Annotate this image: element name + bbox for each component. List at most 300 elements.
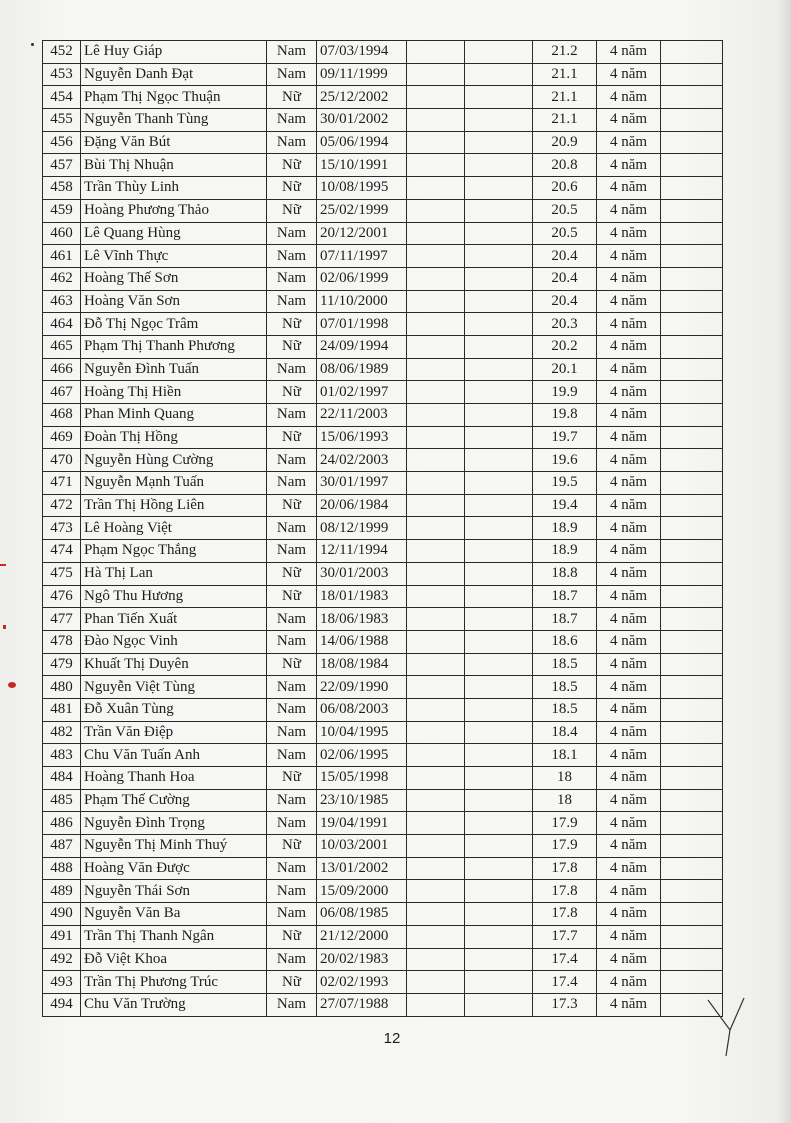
term: 4 năm xyxy=(597,721,661,744)
row-number: 478 xyxy=(43,630,81,653)
gender: Nữ xyxy=(267,971,317,994)
gender: Nam xyxy=(267,721,317,744)
row-number: 486 xyxy=(43,812,81,835)
score: 19.7 xyxy=(533,426,597,449)
full-name: Hoàng Thanh Hoa xyxy=(81,767,267,790)
date-of-birth: 22/11/2003 xyxy=(317,404,407,427)
table-row xyxy=(43,335,723,358)
empty-cell xyxy=(465,903,533,926)
red-stamp-mark xyxy=(3,625,6,629)
gender: Nam xyxy=(267,857,317,880)
empty-cell xyxy=(661,245,723,268)
gender: Nam xyxy=(267,472,317,495)
empty-cell xyxy=(465,517,533,540)
empty-cell xyxy=(661,744,723,767)
row-number: 455 xyxy=(43,109,81,132)
full-name: Nguyễn Việt Tùng xyxy=(81,676,267,699)
empty-cell xyxy=(407,358,465,381)
empty-cell xyxy=(465,358,533,381)
table-row xyxy=(43,698,723,721)
gender: Nam xyxy=(267,948,317,971)
empty-cell xyxy=(465,109,533,132)
table-row xyxy=(43,540,723,563)
date-of-birth: 15/06/1993 xyxy=(317,426,407,449)
score: 18.1 xyxy=(533,744,597,767)
table-row xyxy=(43,835,723,858)
term: 4 năm xyxy=(597,222,661,245)
full-name: Đỗ Thị Ngọc Trâm xyxy=(81,313,267,336)
full-name: Nguyễn Mạnh Tuấn xyxy=(81,472,267,495)
empty-cell xyxy=(465,562,533,585)
date-of-birth: 02/06/1999 xyxy=(317,267,407,290)
date-of-birth: 25/12/2002 xyxy=(317,86,407,109)
full-name: Trần Thị Thanh Ngân xyxy=(81,925,267,948)
row-number: 490 xyxy=(43,903,81,926)
score: 17.8 xyxy=(533,857,597,880)
gender: Nam xyxy=(267,109,317,132)
gender: Nữ xyxy=(267,199,317,222)
term: 4 năm xyxy=(597,494,661,517)
full-name: Lê Quang Hùng xyxy=(81,222,267,245)
date-of-birth: 06/08/2003 xyxy=(317,698,407,721)
empty-cell xyxy=(661,925,723,948)
table-row xyxy=(43,562,723,585)
empty-cell xyxy=(465,857,533,880)
term: 4 năm xyxy=(597,177,661,200)
empty-cell xyxy=(661,562,723,585)
row-number: 492 xyxy=(43,948,81,971)
row-number: 488 xyxy=(43,857,81,880)
empty-cell xyxy=(465,993,533,1016)
empty-cell xyxy=(661,131,723,154)
row-number: 489 xyxy=(43,880,81,903)
table-row xyxy=(43,154,723,177)
empty-cell xyxy=(661,335,723,358)
score: 21.2 xyxy=(533,41,597,64)
row-number: 457 xyxy=(43,154,81,177)
table-row xyxy=(43,585,723,608)
empty-cell xyxy=(465,676,533,699)
score: 18.9 xyxy=(533,540,597,563)
date-of-birth: 18/06/1983 xyxy=(317,608,407,631)
full-name: Hoàng Thế Sơn xyxy=(81,267,267,290)
date-of-birth: 15/10/1991 xyxy=(317,154,407,177)
empty-cell xyxy=(661,608,723,631)
date-of-birth: 30/01/1997 xyxy=(317,472,407,495)
empty-cell xyxy=(407,835,465,858)
full-name: Hoàng Văn Được xyxy=(81,857,267,880)
date-of-birth: 20/02/1983 xyxy=(317,948,407,971)
gender: Nữ xyxy=(267,426,317,449)
gender: Nữ xyxy=(267,335,317,358)
row-number: 494 xyxy=(43,993,81,1016)
gender: Nữ xyxy=(267,381,317,404)
row-number: 469 xyxy=(43,426,81,449)
table-row xyxy=(43,789,723,812)
row-number: 470 xyxy=(43,449,81,472)
empty-cell xyxy=(407,585,465,608)
empty-cell xyxy=(661,948,723,971)
term: 4 năm xyxy=(597,562,661,585)
full-name: Trần Thùy Linh xyxy=(81,177,267,200)
term: 4 năm xyxy=(597,199,661,222)
table-row xyxy=(43,925,723,948)
full-name: Nguyễn Đình Trọng xyxy=(81,812,267,835)
date-of-birth: 02/06/1995 xyxy=(317,744,407,767)
empty-cell xyxy=(661,199,723,222)
empty-cell xyxy=(407,381,465,404)
score: 20.4 xyxy=(533,290,597,313)
gender: Nam xyxy=(267,880,317,903)
red-stamp-mark xyxy=(8,682,16,688)
empty-cell xyxy=(661,767,723,790)
table-row xyxy=(43,857,723,880)
row-number: 463 xyxy=(43,290,81,313)
date-of-birth: 11/10/2000 xyxy=(317,290,407,313)
empty-cell xyxy=(661,494,723,517)
row-number: 462 xyxy=(43,267,81,290)
gender: Nữ xyxy=(267,925,317,948)
score: 18.8 xyxy=(533,562,597,585)
term: 4 năm xyxy=(597,267,661,290)
empty-cell xyxy=(661,698,723,721)
empty-cell xyxy=(661,313,723,336)
score: 20.8 xyxy=(533,154,597,177)
score: 20.3 xyxy=(533,313,597,336)
term: 4 năm xyxy=(597,608,661,631)
empty-cell xyxy=(661,86,723,109)
score: 18.5 xyxy=(533,653,597,676)
date-of-birth: 30/01/2002 xyxy=(317,109,407,132)
row-number: 476 xyxy=(43,585,81,608)
term: 4 năm xyxy=(597,404,661,427)
empty-cell xyxy=(465,721,533,744)
score: 18.5 xyxy=(533,676,597,699)
score: 21.1 xyxy=(533,63,597,86)
date-of-birth: 15/05/1998 xyxy=(317,767,407,790)
empty-cell xyxy=(465,131,533,154)
term: 4 năm xyxy=(597,767,661,790)
full-name: Phan Tiến Xuất xyxy=(81,608,267,631)
table-row xyxy=(43,721,723,744)
full-name: Lê Hoàng Việt xyxy=(81,517,267,540)
empty-cell xyxy=(661,585,723,608)
empty-cell xyxy=(661,721,723,744)
gender: Nam xyxy=(267,540,317,563)
empty-cell xyxy=(661,857,723,880)
row-number: 452 xyxy=(43,41,81,64)
empty-cell xyxy=(407,676,465,699)
date-of-birth: 20/12/2001 xyxy=(317,222,407,245)
date-of-birth: 02/02/1993 xyxy=(317,971,407,994)
term: 4 năm xyxy=(597,698,661,721)
empty-cell xyxy=(407,608,465,631)
score: 17.8 xyxy=(533,903,597,926)
row-number: 484 xyxy=(43,767,81,790)
row-number: 485 xyxy=(43,789,81,812)
score: 20.5 xyxy=(533,199,597,222)
score: 21.1 xyxy=(533,109,597,132)
empty-cell xyxy=(465,608,533,631)
row-number: 480 xyxy=(43,676,81,699)
term: 4 năm xyxy=(597,903,661,926)
empty-cell xyxy=(661,472,723,495)
term: 4 năm xyxy=(597,517,661,540)
gender: Nữ xyxy=(267,313,317,336)
term: 4 năm xyxy=(597,313,661,336)
score: 19.5 xyxy=(533,472,597,495)
empty-cell xyxy=(407,903,465,926)
score: 19.9 xyxy=(533,381,597,404)
table-row xyxy=(43,109,723,132)
score: 19.4 xyxy=(533,494,597,517)
row-number: 465 xyxy=(43,335,81,358)
table-row xyxy=(43,744,723,767)
date-of-birth: 21/12/2000 xyxy=(317,925,407,948)
score: 17.9 xyxy=(533,812,597,835)
row-number: 453 xyxy=(43,63,81,86)
row-number: 493 xyxy=(43,971,81,994)
score: 21.1 xyxy=(533,86,597,109)
term: 4 năm xyxy=(597,449,661,472)
empty-cell xyxy=(407,562,465,585)
row-number: 475 xyxy=(43,562,81,585)
full-name: Hoàng Thị Hiền xyxy=(81,381,267,404)
empty-cell xyxy=(661,41,723,64)
gender: Nam xyxy=(267,517,317,540)
full-name: Phạm Thế Cường xyxy=(81,789,267,812)
score: 18.5 xyxy=(533,698,597,721)
empty-cell xyxy=(465,41,533,64)
row-number: 482 xyxy=(43,721,81,744)
gender: Nam xyxy=(267,630,317,653)
date-of-birth: 10/08/1995 xyxy=(317,177,407,200)
empty-cell xyxy=(407,426,465,449)
gender: Nữ xyxy=(267,177,317,200)
score: 17.8 xyxy=(533,880,597,903)
full-name: Đỗ Việt Khoa xyxy=(81,948,267,971)
term: 4 năm xyxy=(597,335,661,358)
empty-cell xyxy=(661,404,723,427)
empty-cell xyxy=(661,630,723,653)
full-name: Đào Ngọc Vinh xyxy=(81,630,267,653)
empty-cell xyxy=(407,767,465,790)
score: 18.7 xyxy=(533,585,597,608)
empty-cell xyxy=(407,335,465,358)
term: 4 năm xyxy=(597,835,661,858)
table-row xyxy=(43,880,723,903)
empty-cell xyxy=(661,222,723,245)
empty-cell xyxy=(407,222,465,245)
gender: Nữ xyxy=(267,585,317,608)
table-row xyxy=(43,971,723,994)
empty-cell xyxy=(465,199,533,222)
row-number: 467 xyxy=(43,381,81,404)
full-name: Lê Huy Giáp xyxy=(81,41,267,64)
empty-cell xyxy=(661,449,723,472)
gender: Nam xyxy=(267,267,317,290)
empty-cell xyxy=(407,812,465,835)
date-of-birth: 13/01/2002 xyxy=(317,857,407,880)
full-name: Nguyễn Thị Minh Thuý xyxy=(81,835,267,858)
empty-cell xyxy=(465,267,533,290)
empty-cell xyxy=(407,290,465,313)
full-name: Đỗ Xuân Tùng xyxy=(81,698,267,721)
table-row xyxy=(43,494,723,517)
score: 20.4 xyxy=(533,267,597,290)
empty-cell xyxy=(407,472,465,495)
full-name: Nguyễn Thái Sơn xyxy=(81,880,267,903)
date-of-birth: 07/03/1994 xyxy=(317,41,407,64)
empty-cell xyxy=(465,245,533,268)
term: 4 năm xyxy=(597,653,661,676)
term: 4 năm xyxy=(597,676,661,699)
score: 18.6 xyxy=(533,630,597,653)
empty-cell xyxy=(407,517,465,540)
term: 4 năm xyxy=(597,63,661,86)
date-of-birth: 06/08/1985 xyxy=(317,903,407,926)
candidate-table xyxy=(42,40,723,1017)
table-row xyxy=(43,313,723,336)
score: 18.9 xyxy=(533,517,597,540)
full-name: Hoàng Văn Sơn xyxy=(81,290,267,313)
empty-cell xyxy=(661,653,723,676)
table-row xyxy=(43,426,723,449)
row-number: 471 xyxy=(43,472,81,495)
empty-cell xyxy=(407,245,465,268)
score: 17.9 xyxy=(533,835,597,858)
empty-cell xyxy=(465,812,533,835)
full-name: Hoàng Phương Thảo xyxy=(81,199,267,222)
empty-cell xyxy=(661,154,723,177)
gender: Nam xyxy=(267,358,317,381)
empty-cell xyxy=(465,948,533,971)
empty-cell xyxy=(407,925,465,948)
empty-cell xyxy=(465,222,533,245)
table-row xyxy=(43,630,723,653)
full-name: Phạm Thị Ngọc Thuận xyxy=(81,86,267,109)
term: 4 năm xyxy=(597,812,661,835)
date-of-birth: 27/07/1988 xyxy=(317,993,407,1016)
table-row xyxy=(43,608,723,631)
row-number: 458 xyxy=(43,177,81,200)
date-of-birth: 10/04/1995 xyxy=(317,721,407,744)
table-row xyxy=(43,222,723,245)
date-of-birth: 15/09/2000 xyxy=(317,880,407,903)
full-name: Nguyễn Văn Ba xyxy=(81,903,267,926)
row-number: 477 xyxy=(43,608,81,631)
empty-cell xyxy=(407,494,465,517)
table-row xyxy=(43,903,723,926)
empty-cell xyxy=(465,653,533,676)
score: 20.1 xyxy=(533,358,597,381)
full-name: Chu Văn Tuấn Anh xyxy=(81,744,267,767)
date-of-birth: 10/03/2001 xyxy=(317,835,407,858)
empty-cell xyxy=(407,789,465,812)
term: 4 năm xyxy=(597,358,661,381)
row-number: 459 xyxy=(43,199,81,222)
date-of-birth: 30/01/2003 xyxy=(317,562,407,585)
red-stamp-mark xyxy=(0,564,6,566)
empty-cell xyxy=(465,698,533,721)
full-name: Trần Văn Điệp xyxy=(81,721,267,744)
empty-cell xyxy=(465,86,533,109)
term: 4 năm xyxy=(597,41,661,64)
date-of-birth: 22/09/1990 xyxy=(317,676,407,699)
term: 4 năm xyxy=(597,789,661,812)
empty-cell xyxy=(465,925,533,948)
empty-cell xyxy=(407,630,465,653)
margin-dot xyxy=(31,43,34,46)
term: 4 năm xyxy=(597,381,661,404)
empty-cell xyxy=(407,199,465,222)
term: 4 năm xyxy=(597,948,661,971)
empty-cell xyxy=(465,767,533,790)
date-of-birth: 24/09/1994 xyxy=(317,335,407,358)
row-number: 466 xyxy=(43,358,81,381)
row-number: 481 xyxy=(43,698,81,721)
score: 20.9 xyxy=(533,131,597,154)
gender: Nam xyxy=(267,131,317,154)
full-name: Chu Văn Trường xyxy=(81,993,267,1016)
term: 4 năm xyxy=(597,245,661,268)
empty-cell xyxy=(465,177,533,200)
row-number: 483 xyxy=(43,744,81,767)
date-of-birth: 12/11/1994 xyxy=(317,540,407,563)
table-row xyxy=(43,767,723,790)
table-row xyxy=(43,86,723,109)
gender: Nam xyxy=(267,903,317,926)
row-number: 472 xyxy=(43,494,81,517)
empty-cell xyxy=(407,971,465,994)
gender: Nam xyxy=(267,290,317,313)
score: 17.7 xyxy=(533,925,597,948)
empty-cell xyxy=(465,381,533,404)
gender: Nam xyxy=(267,449,317,472)
empty-cell xyxy=(661,903,723,926)
empty-cell xyxy=(465,585,533,608)
date-of-birth: 09/11/1999 xyxy=(317,63,407,86)
empty-cell xyxy=(407,313,465,336)
empty-cell xyxy=(465,404,533,427)
empty-cell xyxy=(661,290,723,313)
date-of-birth: 01/02/1997 xyxy=(317,381,407,404)
full-name: Phạm Ngọc Thắng xyxy=(81,540,267,563)
gender: Nam xyxy=(267,404,317,427)
full-name: Trần Thị Hồng Liên xyxy=(81,494,267,517)
row-number: 461 xyxy=(43,245,81,268)
gender: Nam xyxy=(267,812,317,835)
empty-cell xyxy=(661,267,723,290)
empty-cell xyxy=(407,63,465,86)
empty-cell xyxy=(407,267,465,290)
gender: Nữ xyxy=(267,835,317,858)
empty-cell xyxy=(661,109,723,132)
table-row xyxy=(43,812,723,835)
empty-cell xyxy=(407,540,465,563)
table-row xyxy=(43,245,723,268)
table-row xyxy=(43,199,723,222)
empty-cell xyxy=(407,721,465,744)
empty-cell xyxy=(465,290,533,313)
table-row xyxy=(43,676,723,699)
empty-cell xyxy=(465,880,533,903)
empty-cell xyxy=(407,744,465,767)
empty-cell xyxy=(407,880,465,903)
full-name: Bùi Thị Nhuận xyxy=(81,154,267,177)
table-row xyxy=(43,449,723,472)
term: 4 năm xyxy=(597,154,661,177)
